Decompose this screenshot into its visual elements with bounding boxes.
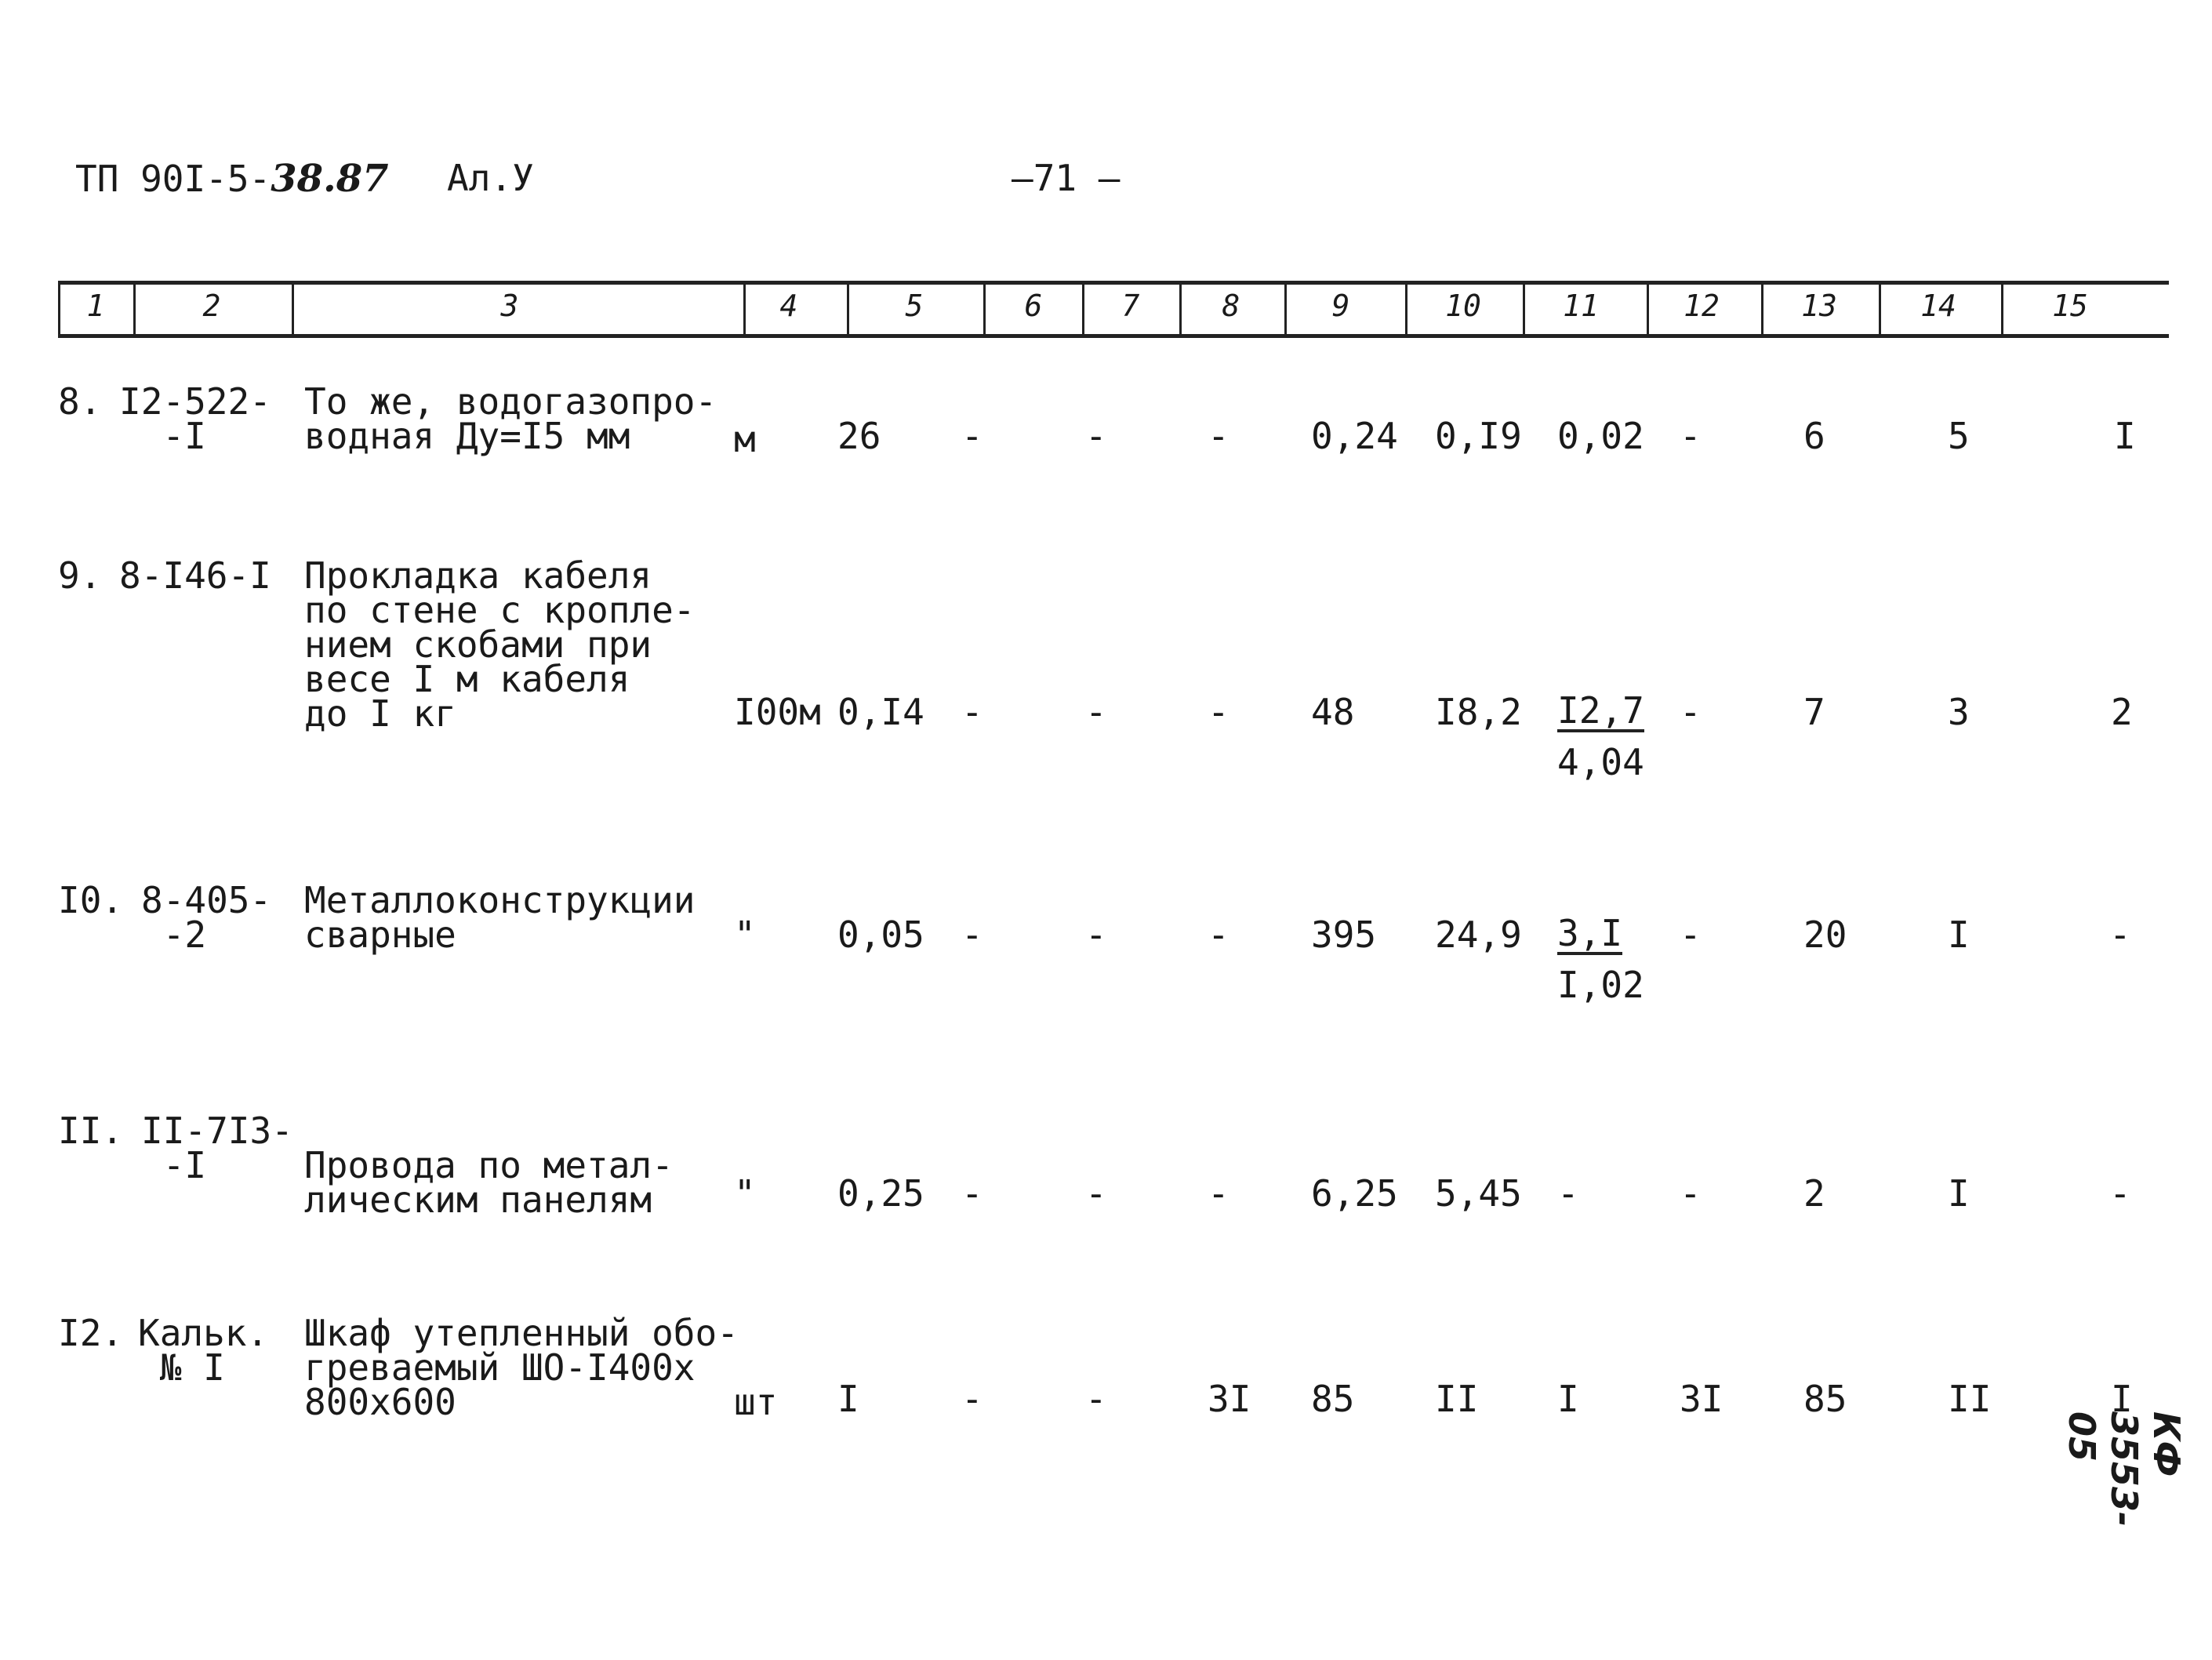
column-number: 2 <box>202 289 221 323</box>
row-col9: 85 <box>1311 1378 1355 1420</box>
row-col11: I <box>1557 1378 1579 1420</box>
row-code: II-7I3- -I <box>141 1110 293 1186</box>
col-divider <box>1523 284 1525 336</box>
row-col6: - <box>961 1172 983 1215</box>
row-col15: - <box>2109 1172 2131 1215</box>
column-number: 13 <box>1801 289 1837 323</box>
row-col14: 3 <box>1948 691 1970 733</box>
row-col9: 395 <box>1311 914 1377 956</box>
column-number: 4 <box>779 289 798 323</box>
row-col11: 0,02 <box>1557 415 1644 457</box>
col-divider <box>1179 284 1182 336</box>
row-col6: - <box>961 914 983 956</box>
row-col5: 0,I4 <box>837 691 924 733</box>
row-description: Провода по метал- лическим панелям <box>304 1144 674 1221</box>
row-number: II. <box>58 1110 124 1152</box>
row-col9: 48 <box>1311 691 1355 733</box>
col-divider <box>1284 284 1287 336</box>
row-unit: шт <box>734 1381 778 1423</box>
row-col7: - <box>1085 415 1107 457</box>
row-col15: I <box>2111 1378 2133 1420</box>
row-col7: - <box>1085 914 1107 956</box>
column-number: 11 <box>1563 289 1599 323</box>
row-col14: 5 <box>1948 415 1970 457</box>
col-divider <box>292 284 294 336</box>
row-col8: 3I <box>1208 1378 1251 1420</box>
col-divider <box>2001 284 2003 336</box>
page-number: —71 — <box>1012 157 1121 199</box>
row-unit: м <box>734 418 756 460</box>
document-code-prefix: ТП 90I-5- <box>75 158 271 200</box>
row-col10: II <box>1435 1378 1479 1420</box>
row-unit: I00м <box>734 691 821 733</box>
row-number: 9. <box>58 554 102 597</box>
row-col10: I8,2 <box>1435 691 1522 733</box>
row-col13: 85 <box>1803 1378 1847 1420</box>
row-col11-numerator: 3,I <box>1557 912 1623 954</box>
row-col13: 7 <box>1803 691 1825 733</box>
column-number: 7 <box>1121 289 1140 323</box>
row-col10: 5,45 <box>1435 1172 1522 1215</box>
row-col15: I <box>2114 415 2136 457</box>
row-code: I2-522- -I <box>119 380 271 457</box>
column-number: 5 <box>905 289 924 323</box>
row-col14: II <box>1948 1378 1992 1420</box>
row-col12: 3I <box>1680 1378 1723 1420</box>
row-col8: - <box>1208 1172 1229 1215</box>
row-code: Кальк. № I <box>138 1312 269 1389</box>
col-divider <box>983 284 986 336</box>
row-col6: - <box>961 691 983 733</box>
column-number: 14 <box>1920 289 1956 323</box>
album-label: Ал.У <box>447 157 534 199</box>
column-number: 8 <box>1222 289 1240 323</box>
row-col7: - <box>1085 691 1107 733</box>
row-col12: - <box>1680 415 1702 457</box>
row-col12: - <box>1680 691 1702 733</box>
row-col15: - <box>2109 914 2131 956</box>
table-header-top-rule <box>58 281 2169 285</box>
row-code: 8-I46-I <box>119 554 271 597</box>
col-divider <box>847 284 849 336</box>
row-col7: - <box>1085 1172 1107 1215</box>
row-col11-denominator: I,02 <box>1557 964 1644 1006</box>
row-description: То же, водогазопро- водная Ду=I5 мм <box>304 380 717 457</box>
row-col6: - <box>961 415 983 457</box>
row-col13: 6 <box>1803 415 1825 457</box>
row-col11-numerator: I2,7 <box>1557 689 1644 732</box>
document-code <box>75 157 389 201</box>
row-description: Шкаф утепленный обо- греваемый ШО-I400х 800х600 <box>304 1312 739 1423</box>
column-number: 10 <box>1445 289 1481 323</box>
row-unit: " <box>734 1172 756 1215</box>
col-divider <box>1405 284 1407 336</box>
col-divider <box>58 284 60 336</box>
column-number: 15 <box>2052 289 2088 323</box>
row-col13: 2 <box>1803 1172 1825 1215</box>
row-number: I0. <box>58 879 124 921</box>
row-col8: - <box>1208 914 1229 956</box>
row-col13: 20 <box>1803 914 1847 956</box>
row-col7: - <box>1085 1378 1107 1420</box>
row-col14: I <box>1948 914 1970 956</box>
row-col15: 2 <box>2111 691 2133 733</box>
row-description: Прокладка кабеля по стене с кропле- нием скобами при весе I м кабеля до I кг <box>304 554 696 735</box>
row-col6: - <box>961 1378 983 1420</box>
column-number: 12 <box>1684 289 1720 323</box>
row-col9: 0,24 <box>1311 415 1398 457</box>
row-col8: - <box>1208 691 1229 733</box>
row-number: 8. <box>58 380 102 423</box>
column-number: 6 <box>1024 289 1043 323</box>
row-col14: I <box>1948 1172 1970 1215</box>
column-number: 3 <box>500 289 519 323</box>
row-col11-denominator: 4,04 <box>1557 741 1644 783</box>
row-col8: - <box>1208 415 1229 457</box>
document-code-handwritten: 38.87 <box>271 157 389 201</box>
row-col12: - <box>1680 1172 1702 1215</box>
row-col5: 26 <box>837 415 881 457</box>
col-divider <box>743 284 746 336</box>
row-col10: 24,9 <box>1435 914 1522 956</box>
row-col11: - <box>1557 1172 1579 1215</box>
table-header-bottom-rule <box>58 334 2169 338</box>
column-number: 9 <box>1331 289 1350 323</box>
row-col5: 0,05 <box>837 914 924 956</box>
row-number: I2. <box>58 1312 124 1354</box>
col-divider <box>1761 284 1763 336</box>
col-divider <box>1082 284 1084 336</box>
column-number: 1 <box>86 289 105 323</box>
row-col5: I <box>837 1378 859 1420</box>
col-divider <box>1879 284 1881 336</box>
col-divider <box>133 284 136 336</box>
row-col9: 6,25 <box>1311 1172 1398 1215</box>
row-col10: 0,I9 <box>1435 415 1522 457</box>
row-description: Металлоконструкции сварные <box>304 879 696 956</box>
row-unit: " <box>734 914 756 956</box>
row-code: 8-405- -2 <box>141 879 272 956</box>
row-col5: 0,25 <box>837 1172 924 1215</box>
row-col12: - <box>1680 914 1702 956</box>
archive-stamp: КФ 3553-05 <box>2061 1411 2188 1527</box>
col-divider <box>1647 284 1649 336</box>
